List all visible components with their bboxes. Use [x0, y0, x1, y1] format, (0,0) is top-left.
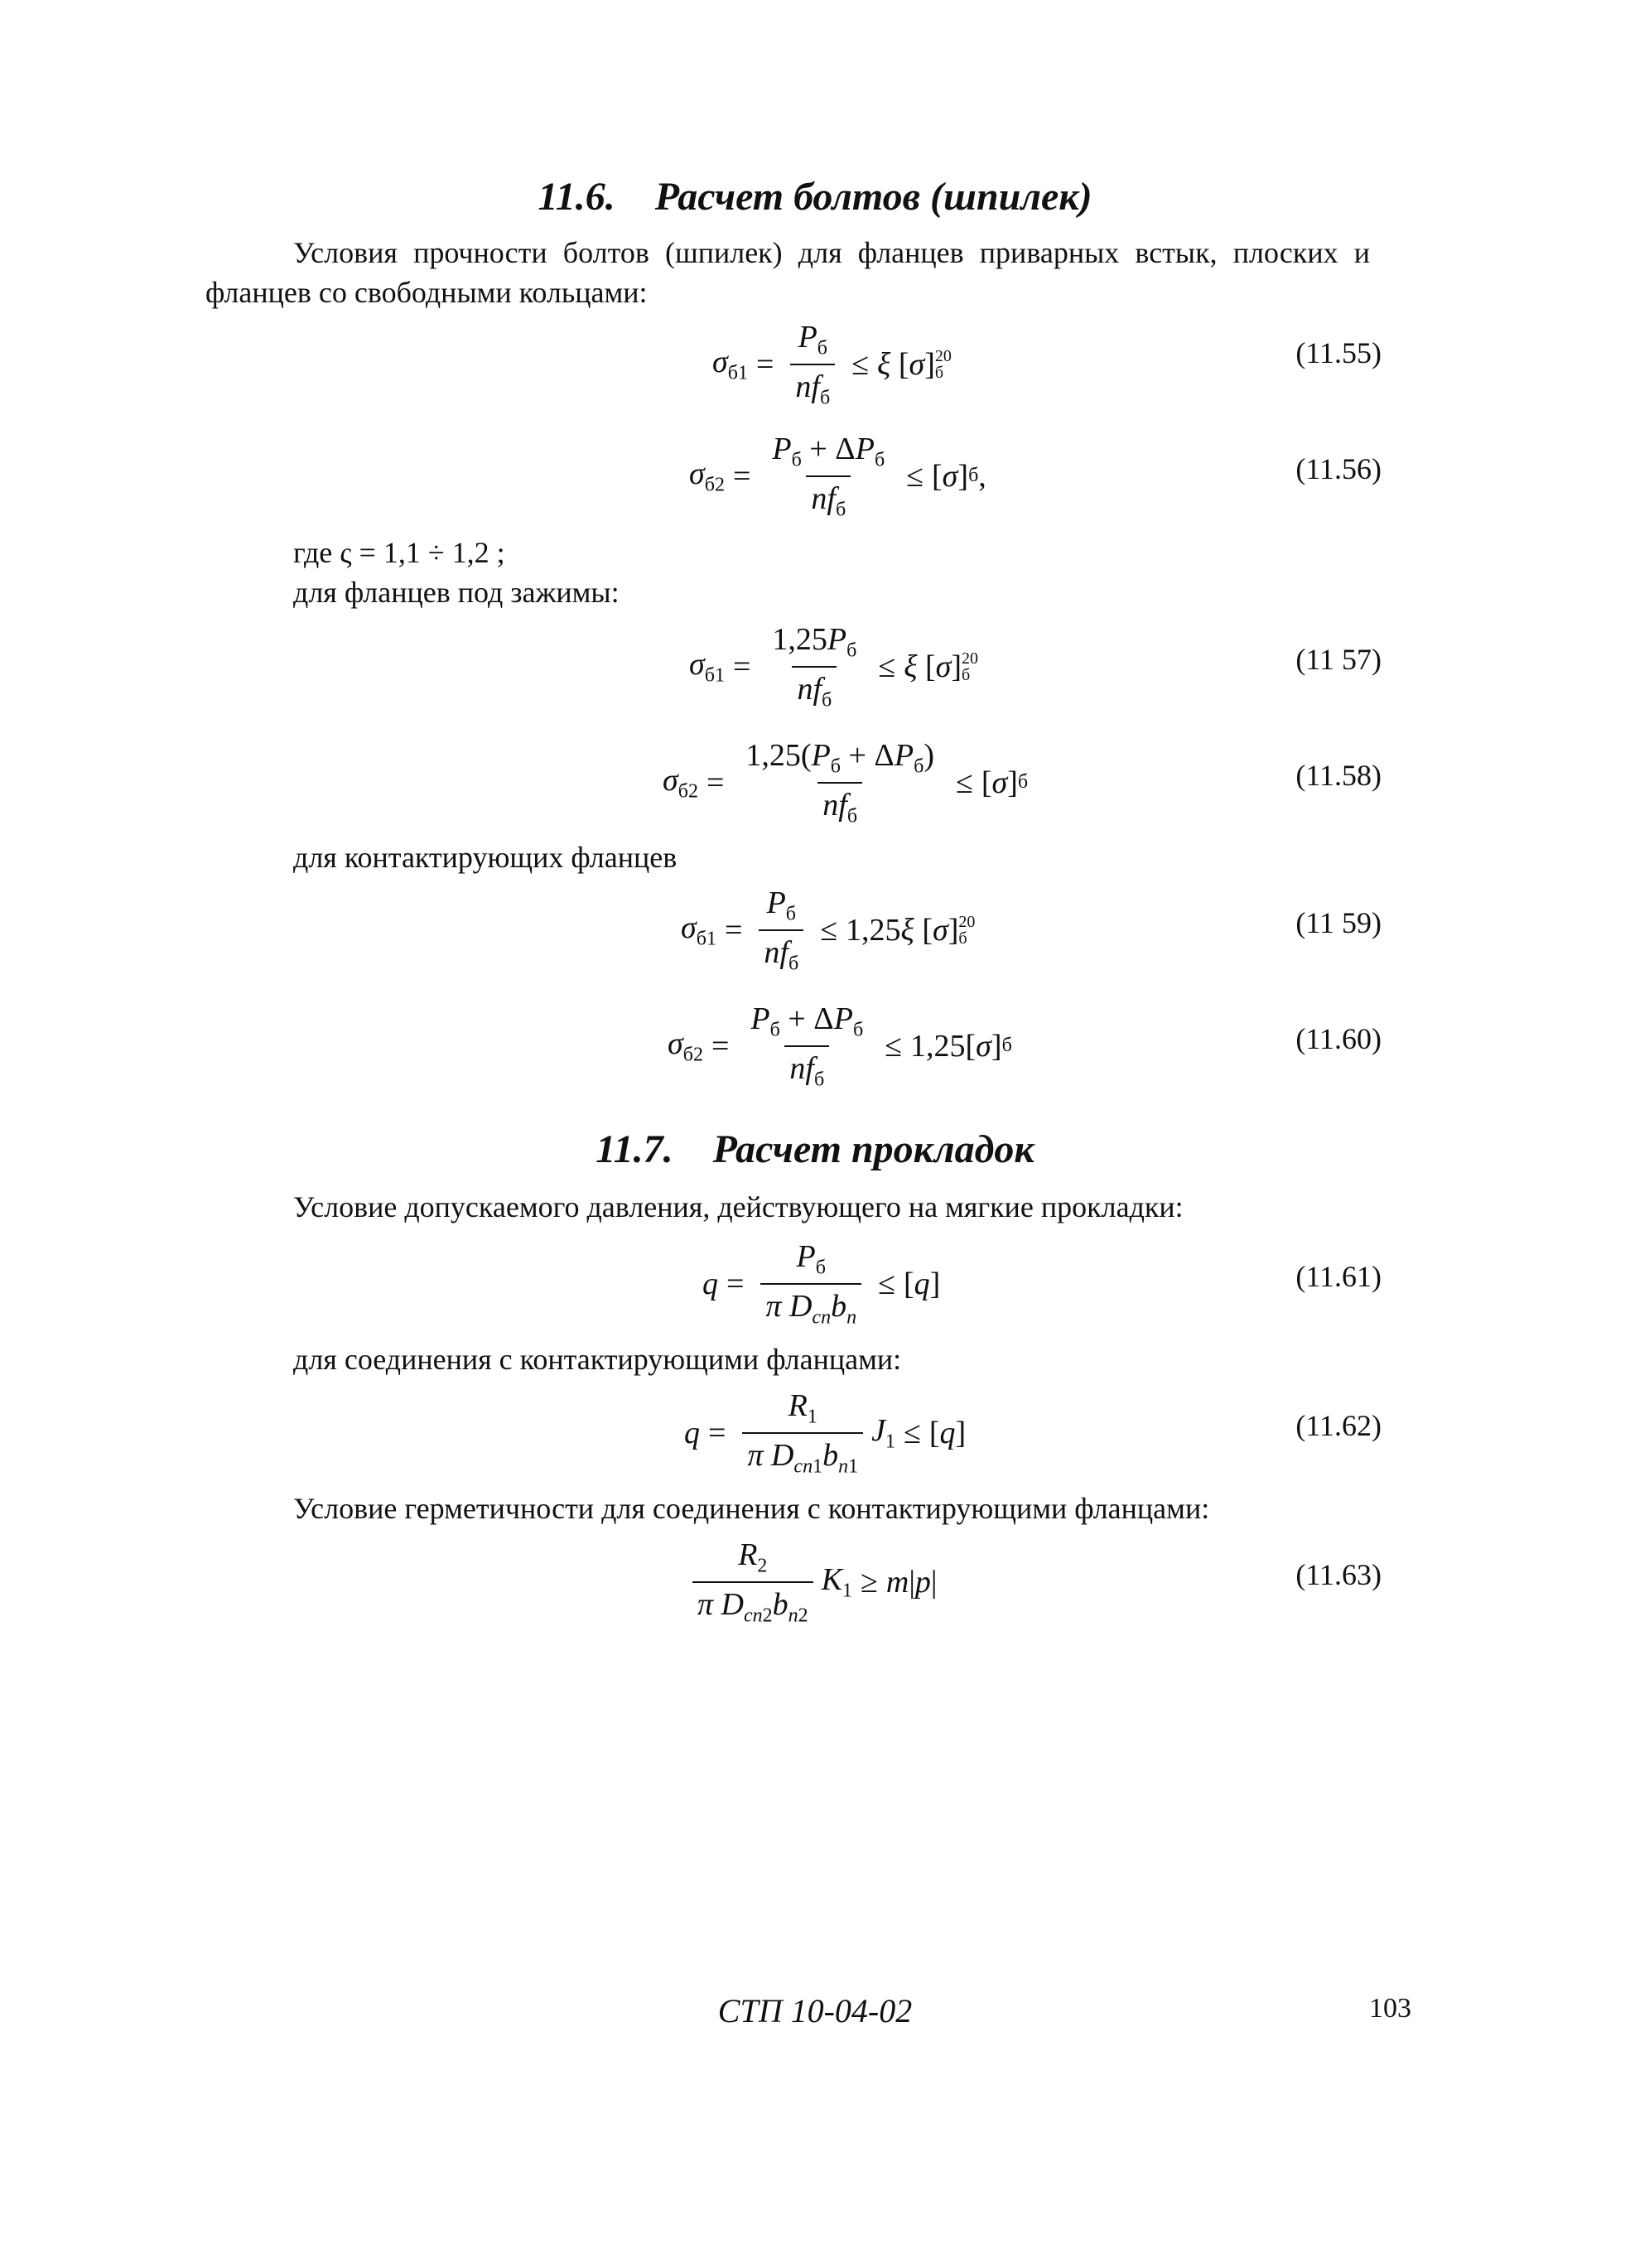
formula-11-60: $\sigma_{б2}$ = $\frac{P_б + \Delta P_б}{nf_б}$ ≤ 1,25[ σ ] б — [668, 1001, 1012, 1091]
formula-11-58: $\sigma_{б2}$ = $\frac{1,25(P_б + \Delta P_б)}{nf_б}$ ≤ [ σ ] б — [663, 738, 1029, 828]
equation-number: (11.56) — [1295, 452, 1382, 485]
equation-number: (11.61) — [1295, 1260, 1382, 1293]
formula-11-61: q = $\frac{P_б}{\pi D_{cn}b_n}$ ≤ [ q ] — [702, 1239, 941, 1329]
equation-number: (11.63) — [1295, 1558, 1382, 1591]
seal-condition-line: Условие герметичности для соединения с контактирующими фланцами: — [293, 1492, 1210, 1525]
equation-number: (11 57) — [1295, 643, 1382, 676]
intro-line-1: Условия прочности болтов (шпилек) для фланцев приварных встык, плоских и — [293, 236, 1370, 269]
section-number: 11.7. — [596, 1127, 673, 1171]
formula-11-63: $\frac{R_2}{\pi D_{cn2}b_{n2}}$ $K_1$ ≥ m | p | — [684, 1537, 938, 1627]
intro-line-2: фланцев со свободными кольцами: — [205, 276, 648, 309]
formula-11-59: $\sigma_{б1}$ = $\frac{P_б}{nf_б}$ ≤ 1,25 ξ [ σ ] 20 б — [681, 885, 976, 975]
formula-11-55: $\sigma_{б1}$ = $\frac{P_б}{nf_б}$ ≤ ξ [ σ ] 20 б — [712, 320, 952, 409]
clamp-line: для фланцев под зажимы: — [293, 576, 620, 609]
formula-11-62: q = $\frac{R_1}{\pi D_{cn1}b_{n1}}$ $J_1$ ≤ [ q ] — [684, 1388, 967, 1478]
document-code: СТП 10-04-02 — [717, 1992, 913, 2029]
section-title: Расчет прокладок — [712, 1127, 1034, 1171]
where-line: где ς = 1,1 ÷ 1,2 ; — [293, 536, 505, 569]
gasket-contact-line: для соединения с контактирующими фланцами: — [293, 1343, 902, 1376]
equation-number: (11.58) — [1295, 759, 1382, 792]
section-number: 11.6. — [538, 175, 615, 219]
page-number: 103 — [1369, 1993, 1411, 2024]
equation-number: (11 59) — [1295, 906, 1382, 939]
gasket-intro-line: Условие допускаемого давления, действующего на мягкие прокладки: — [293, 1190, 1184, 1223]
equation-number: (11.62) — [1295, 1409, 1382, 1442]
equation-number: (11.55) — [1295, 336, 1382, 369]
section-heading-11-6 — [0, 174, 1630, 220]
equation-number: (11.60) — [1295, 1022, 1382, 1055]
formula-11-56: $\sigma_{б2}$ = $\frac{P_б + \Delta P_б}{nf_б}$ ≤ [ σ ] б , — [689, 432, 986, 521]
section-title: Расчет болтов (шпилек) — [654, 175, 1092, 219]
section-heading-11-7 — [0, 1127, 1630, 1172]
contact-line: для контактирующих фланцев — [293, 841, 678, 874]
formula-11-57: $\sigma_{б1}$ = $\frac{1,25P_б}{nf_б}$ ≤ ξ [ σ ] 20 б — [689, 622, 979, 712]
